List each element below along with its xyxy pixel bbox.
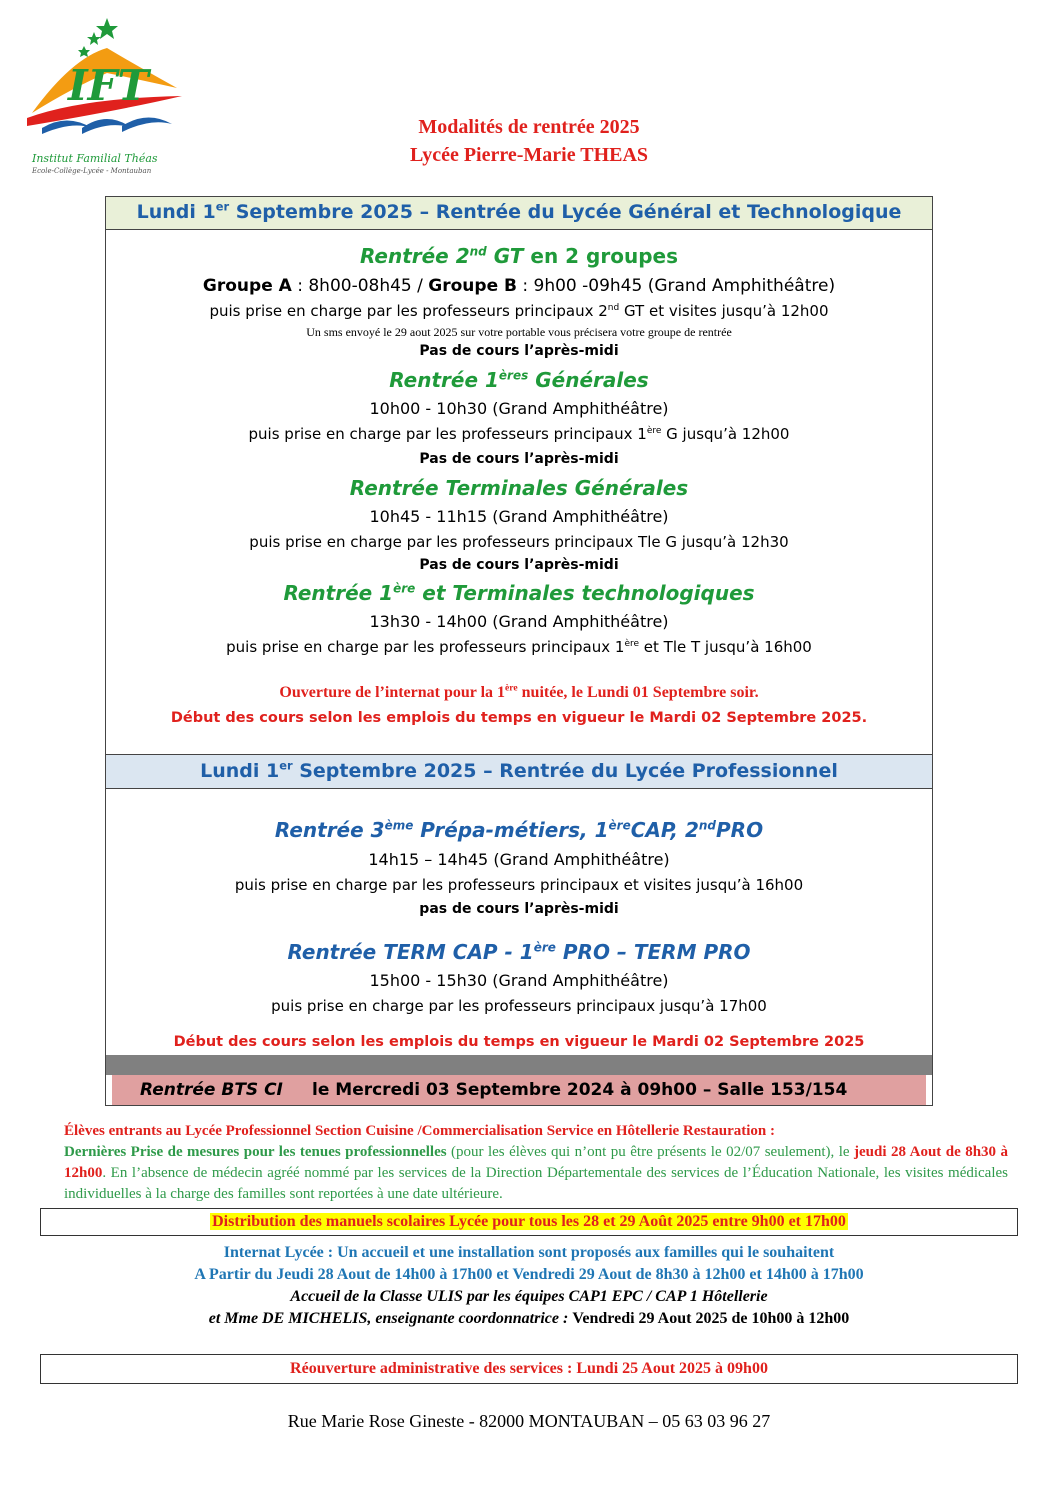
premiere-time: 10h00 - 10h30 (Grand Amphithéâtre): [369, 399, 669, 418]
second-heading: Rentrée 2nd GT en 2 groupes: [359, 244, 678, 268]
bts-text: le Mercredi 03 Septembre 2024 à 09h00 – Salle 153/154: [312, 1080, 848, 1100]
second-groups: Groupe A : 8h00-08h45 / Groupe B : 9h00 -09h45 (Grand Amphithéâtre): [202, 276, 836, 296]
lgt-header-band: Lundi 1er Septembre 2025 – Rentrée du Lycée Général et Technologique: [106, 197, 932, 230]
lp-g1-prise: puis prise en charge par les professeurs principaux et visites jusqu’à 16h00: [234, 876, 804, 894]
lp-g1-heading: Rentrée 3ème Prépa-métiers, 1èreCAP, 2ndPRO: [274, 818, 764, 842]
lgt-start-classes: Début des cours selon les emplois du temps en vigueur le Mardi 02 Septembre 2025.: [170, 710, 868, 726]
reouverture-text: Réouverture administrative des services : Lundi 25 Aout 2025 à 09h00: [290, 1360, 768, 1377]
ulis-line: Accueil de la Classe ULIS par les équipes CAP1 EPC / CAP 1 Hôtellerie: [290, 1288, 768, 1305]
page-subtitle: Lycée Pierre-Marie THEAS: [409, 144, 649, 166]
separator-band: [106, 1055, 932, 1075]
distribution-box: [40, 1208, 1018, 1236]
distribution-text: Distribution des manuels scolaires Lycée pour tous les 28 et 29 Août 2025 entre 9h00 et 17h00: [212, 1213, 846, 1230]
page-title: Modalités de rentrée 2025: [418, 116, 640, 138]
logo-name-line2: Ecole-Collège-Lycée - Montauban: [32, 167, 152, 175]
terminale-prise: puis prise en charge par les professeurs principaux Tle G jusqu’à 12h30: [249, 533, 789, 551]
eleves-paragraph: Dernières Prise de mesures pour les tenues professionnelles (pour les élèves qui n’ont pu être présents le 02/07 seulement), le jeudi 28 Aout de 8h30 à 12h00. En l’absence de médecin agréé nommé par les services de la Direction Départementale des services de l’Éducation Nationale, les visites médicales individuelles à la charge des familles sont reportées à une date ultérieure.: [64, 1144, 1008, 1202]
bts-label: Rentrée BTS CI: [140, 1080, 283, 1100]
lp-g2-heading: Rentrée TERM CAP - 1ère PRO – TERM PRO: [287, 940, 751, 964]
address-footer: Rue Marie Rose Gineste - 82000 MONTAUBAN – 05 63 03 96 27: [287, 1411, 771, 1431]
techno-prise: puis prise en charge par les professeurs principaux 1ère et Tle T jusqu’à 16h00: [226, 638, 812, 656]
internat-line2: A Partir du Jeudi 28 Aout de 14h00 à 17h00 et Vendredi 29 Aout de 8h30 à 12h00 et 14h00 à 17h00: [194, 1266, 864, 1283]
techno-heading: Rentrée 1ère et Terminales technologiques: [283, 581, 755, 605]
lp-g2-time: 15h00 - 15h30 (Grand Amphithéâtre): [369, 971, 669, 990]
eleves-heading: Élèves entrants au Lycée Professionnel Section Cuisine /Commercialisation Service en Hôtellerie Restauration :: [64, 1123, 776, 1139]
internat-line1: Internat Lycée : Un accueil et une installation sont proposés aux familles qui le souhaitent: [223, 1244, 835, 1261]
lp-header-band: Lundi 1er Septembre 2025 – Rentrée du Lycée Professionnel: [106, 754, 932, 789]
svg-text:IFT: IFT: [68, 61, 149, 110]
lp-g2-prise: puis prise en charge par les professeurs principaux jusqu’à 17h00: [271, 997, 767, 1015]
bts-band: [112, 1075, 926, 1105]
premiere-no-class: Pas de cours l’après-midi: [419, 451, 619, 467]
second-prise: puis prise en charge par les professeurs principaux 2nd GT et visites jusqu’à 12h00: [209, 302, 829, 320]
terminale-heading: Rentrée Terminales Générales: [349, 476, 689, 500]
second-no-class: Pas de cours l’après-midi: [419, 343, 619, 359]
reouverture-box: [40, 1354, 1018, 1384]
premiere-prise: puis prise en charge par les professeurs principaux 1ère G jusqu’à 12h00: [248, 425, 790, 443]
second-sms: Un sms envoyé le 29 aout 2025 sur votre portable vous précisera votre groupe de rentrée: [306, 325, 732, 339]
internat-opening: Ouverture de l’internat pour la 1ère nuitée, le Lundi 01 Septembre soir.: [279, 682, 759, 701]
logo-name-line1: Institut Familial Théas: [32, 152, 158, 165]
techno-time: 13h30 - 14h00 (Grand Amphithéâtre): [369, 612, 669, 631]
lp-start-classes: Début des cours selon les emplois du temps en vigueur le Mardi 02 Septembre 2025: [173, 1034, 865, 1050]
eleves-notice: [64, 1121, 1008, 1205]
lp-g1-no-class: pas de cours l’après-midi: [419, 901, 619, 917]
ulis-line2: et Mme DE MICHELIS, enseignante coordonnatrice : Vendredi 29 Aout 2025 de 10h00 à 12h00: [208, 1310, 850, 1327]
terminale-no-class: Pas de cours l’après-midi: [419, 557, 619, 573]
lp-g1-time: 14h15 – 14h45 (Grand Amphithéâtre): [368, 850, 670, 869]
premiere-heading: Rentrée 1ères Générales: [389, 368, 649, 392]
terminale-time: 10h45 - 11h15 (Grand Amphithéâtre): [369, 507, 669, 526]
